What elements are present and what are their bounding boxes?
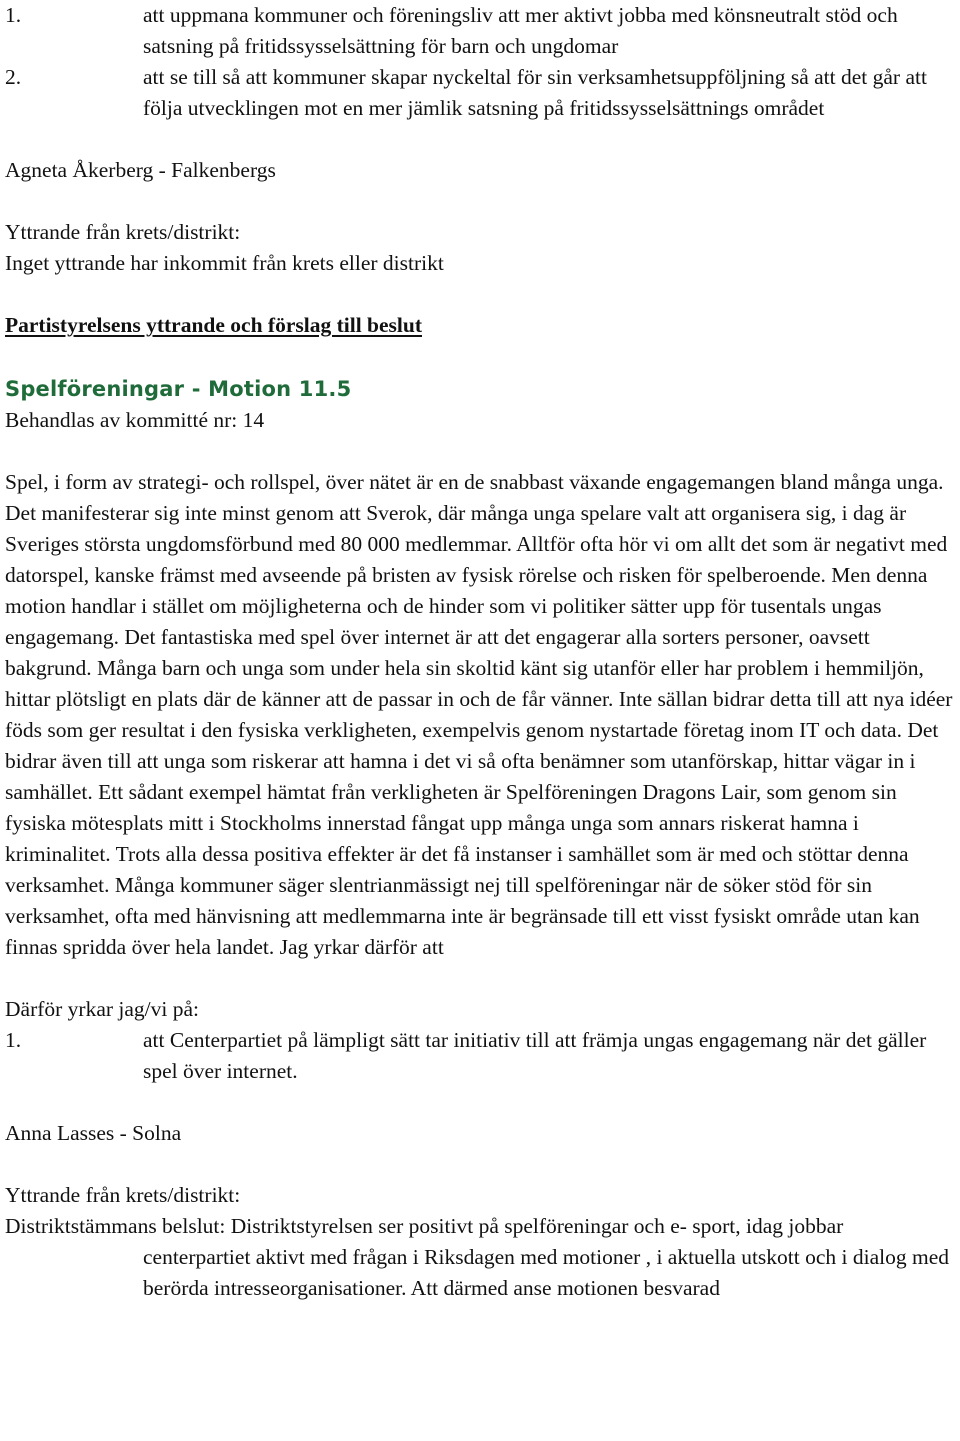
list-item <box>0 1025 960 1087</box>
list-number: 1. <box>5 1028 22 1052</box>
list-item-text: att se till så att kommuner skapar nyckeltal för sin verksamhetsuppföljning så att det går att följa utvecklingen mot en mer jämlik satsning på fritidssysselsättnings området <box>143 65 927 120</box>
list-item-text: att Centerpartiet på lämpligt sätt tar initiativ till att främja ungas engagemang när det gäller spel över internet. <box>143 1028 927 1083</box>
list-number: 1. <box>5 3 22 27</box>
statement-text: Distriktstämmans belslut: Distriktstyrelsen ser positivt på spelföreningar och e- sport, idag jobbar centerpartiet aktivt med frågan i Riksdagen med motioner , i aktuella utskott och i dialog med berörda intresseorganisationer. Att därmed anse motionen besvarad <box>5 1214 950 1300</box>
statement-label: Yttrande från krets/distrikt: <box>5 1183 241 1207</box>
committee-line: Behandlas av kommitté nr: 14 <box>5 408 265 432</box>
list-item <box>0 0 960 62</box>
list-number: 2. <box>5 65 22 89</box>
statement-text: Inget yttrande har inkommit från krets eller distrikt <box>5 251 444 275</box>
author-name: Anna Lasses - Solna <box>5 1121 182 1145</box>
list-item <box>0 62 960 124</box>
board-heading: Partistyrelsens yttrande och förslag till beslut <box>5 313 423 337</box>
author-name: Agneta Åkerberg - Falkenbergs <box>5 158 276 182</box>
motion-title: Spelföreningar - Motion 11.5 <box>5 377 352 401</box>
motion-body: Spel, i form av strategi- och rollspel, över nätet är en de snabbast växande engagemangen bland många unga. Det manifesterar sig inte minst genom att Sverok, där många unga spelare valt att organisera sig, i dag är Sveriges största ungdomsförbund med 80 000 medlemmar. Alltför ofta hör vi om allt det som är negativt med datorspel, kanske främst med avseende på bristen av fysisk rörelse och risken för spelberoende. Men denna motion handlar i stället om möjligheterna och de hinder som vi politiker sätter upp för tusentals ungas engagemang. Det fantastiska med spel över internet är att det engagerar alla sorters personer, oavsett bakgrund. Många barn och unga som under hela sin skoltid känt sig utanför eller har problem i hemmiljön, hittar plötsligt en plats där de känner att de passar in och de får vänner. Inte sällan bidrar detta till att nya idéer föds som ger resultat i den fysiska verkligheten, exempelvis genom nystartade företag inom IT och data. Det bidrar även till att unga som riskerar att hamna i det vi så ofta benämner som utanförskap, hittar vägar in i samhället. Ett sådant exempel hämtat från verkligheten är Spelföreningen Dragons Lair, som genom sin fysiska mötesplats mitt i Stockholms innerstad fångat upp många unga som annars riskerat hamna i kriminalitet. Trots alla dessa positiva effekter är det få instanser i samhället som är med och stöttar denna verksamhet. Många kommuner säger slentrianmässigt nej till spelföreningar när de söker stöd för sin verksamhet, ofta med hänvisning att medlemmarna inte är begränsade till ett visst fysiskt område utan kan finnas spridda över hela landet. Jag yrkar därför att <box>5 470 953 959</box>
statement-label: Yttrande från krets/distrikt: <box>5 220 241 244</box>
list-item-text: att uppmana kommuner och föreningsliv att mer aktivt jobba med könsneutralt stöd och satsning på fritidssysselsättning för barn och ungdomar <box>143 3 898 58</box>
demand-label: Därför yrkar jag/vi på: <box>5 997 200 1021</box>
